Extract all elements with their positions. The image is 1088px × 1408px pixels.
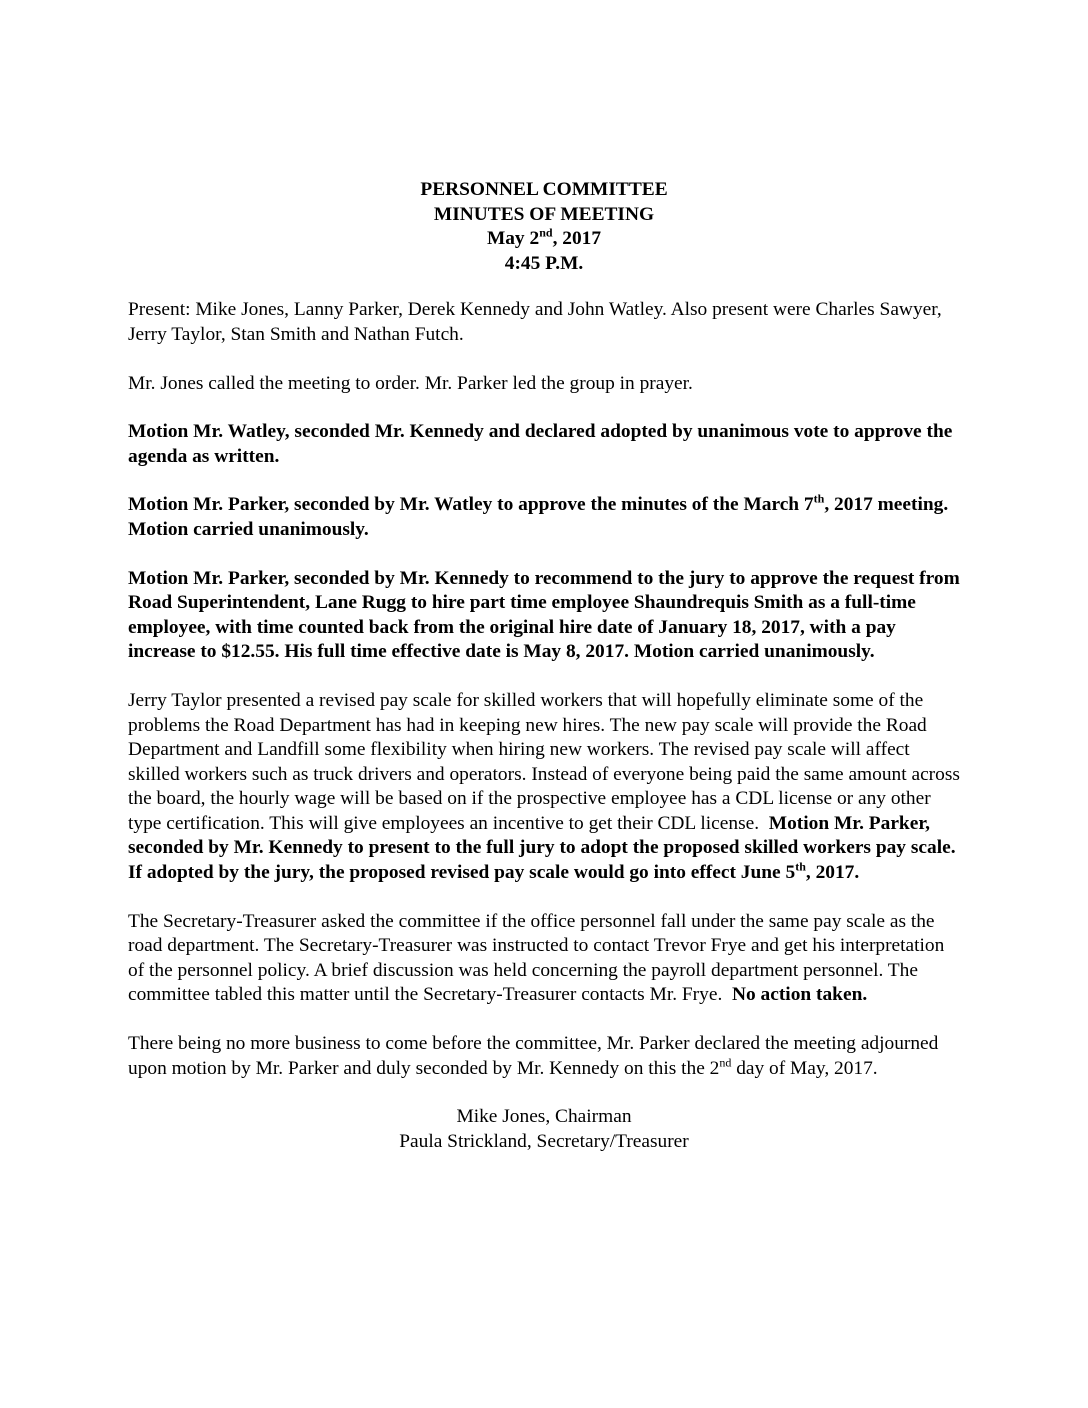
pay-scale-motion-tail: , 2017. [805,862,860,884]
adjournment-text: There being no more business to come before the committee, Mr. Parker declared the meeting adjourned upon motion by Mr. Parker and duly seconded by Mr. Kennedy on this the 2 [128,1033,939,1079]
meeting-time: 4:45 P.M. [504,252,584,274]
meeting-date-main: May 2 [486,228,540,250]
adjournment-paragraph [128,1032,960,1081]
adjournment-suffix: nd [719,1055,732,1070]
signature-block [128,1105,960,1154]
pay-scale-motion-text: Motion Mr. Parker, seconded by Mr. Kennedy to present to the full jury to adopt the proposed skilled workers pay scale. If adopted by the jury, the proposed revised pay scale would go into effect June 5 [128,812,956,884]
document-page [128,178,960,1154]
motion-minutes-paragraph [128,493,960,542]
minutes-title: MINUTES OF MEETING [433,203,655,225]
adjournment-tail: day of May, 2017. [731,1057,878,1079]
meeting-date-year: , 2017 [552,228,602,250]
pay-scale-paragraph [128,689,960,886]
secretary-signature: Paula Strickland, Secretary/Treasurer [399,1130,689,1152]
motion-agenda-paragraph: Motion Mr. Watley, seconded Mr. Kennedy and declared adopted by unanimous vote to approve the agenda as written. [128,421,953,467]
motion-minutes-tail: , 2017 meeting. Motion carried unanimously. [128,494,949,540]
committee-title: PERSONNEL COMMITTEE [420,179,668,200]
call-to-order-paragraph: Mr. Jones called the meeting to order. Mr. Parker led the group in prayer. [128,372,693,394]
office-personnel-text: The Secretary-Treasurer asked the committee if the office personnel fall under the same pay scale as the road department. The Secretary-Treasurer was instructed to contact Trevor Frye and get his interpretation of the personnel policy. A brief discussion was held concerning the payroll department personnel. The committee tabled this matter until the Secretary-Treasurer contacts Mr. Frye. [128,910,945,1006]
chairman-signature: Mike Jones, Chairman [456,1106,632,1128]
motion-minutes-suffix: th [813,491,825,506]
no-action-taken: No action taken. [732,984,868,1006]
pay-scale-text: Jerry Taylor presented a revised pay scale for skilled workers that will hopefully eliminate some of the problems the Road Department has had in keeping new hires. The new pay scale will provide the Road Department and Landfill some flexibility when hiring new workers. The revised pay scale will affect skilled workers such as truck drivers and operators. Instead of everyone being paid the same amount across the board, the hourly wage will be based on if the prospective employee has a CDL license or any other type certification. This will give employees an incentive to get their CDL license. [128,689,960,834]
motion-hire-paragraph: Motion Mr. Parker, seconded by Mr. Kennedy to recommend to the jury to approve the request from Road Superintendent, Lane Rugg to hire part time employee Shaundrequis Smith as a full-time employee, with time counted back from the original hire date of January 18, 2017, with a pay increase to $12.55. His full time effective date is May 8, 2017. Motion carried unanimously. [128,567,960,663]
meeting-date [128,227,960,252]
document-header [128,178,960,276]
present-paragraph: Present: Mike Jones, Lanny Parker, Derek Kennedy and John Watley. Also present were Charles Sawyer, Jerry Taylor, Stan Smith and Nathan Futch. [128,299,942,345]
motion-minutes-text: Motion Mr. Parker, seconded by Mr. Watley to approve the minutes of the March 7 [128,494,814,516]
meeting-date-suffix: nd [539,225,553,240]
pay-scale-motion-suffix: th [795,859,806,874]
office-personnel-paragraph [128,910,960,1008]
